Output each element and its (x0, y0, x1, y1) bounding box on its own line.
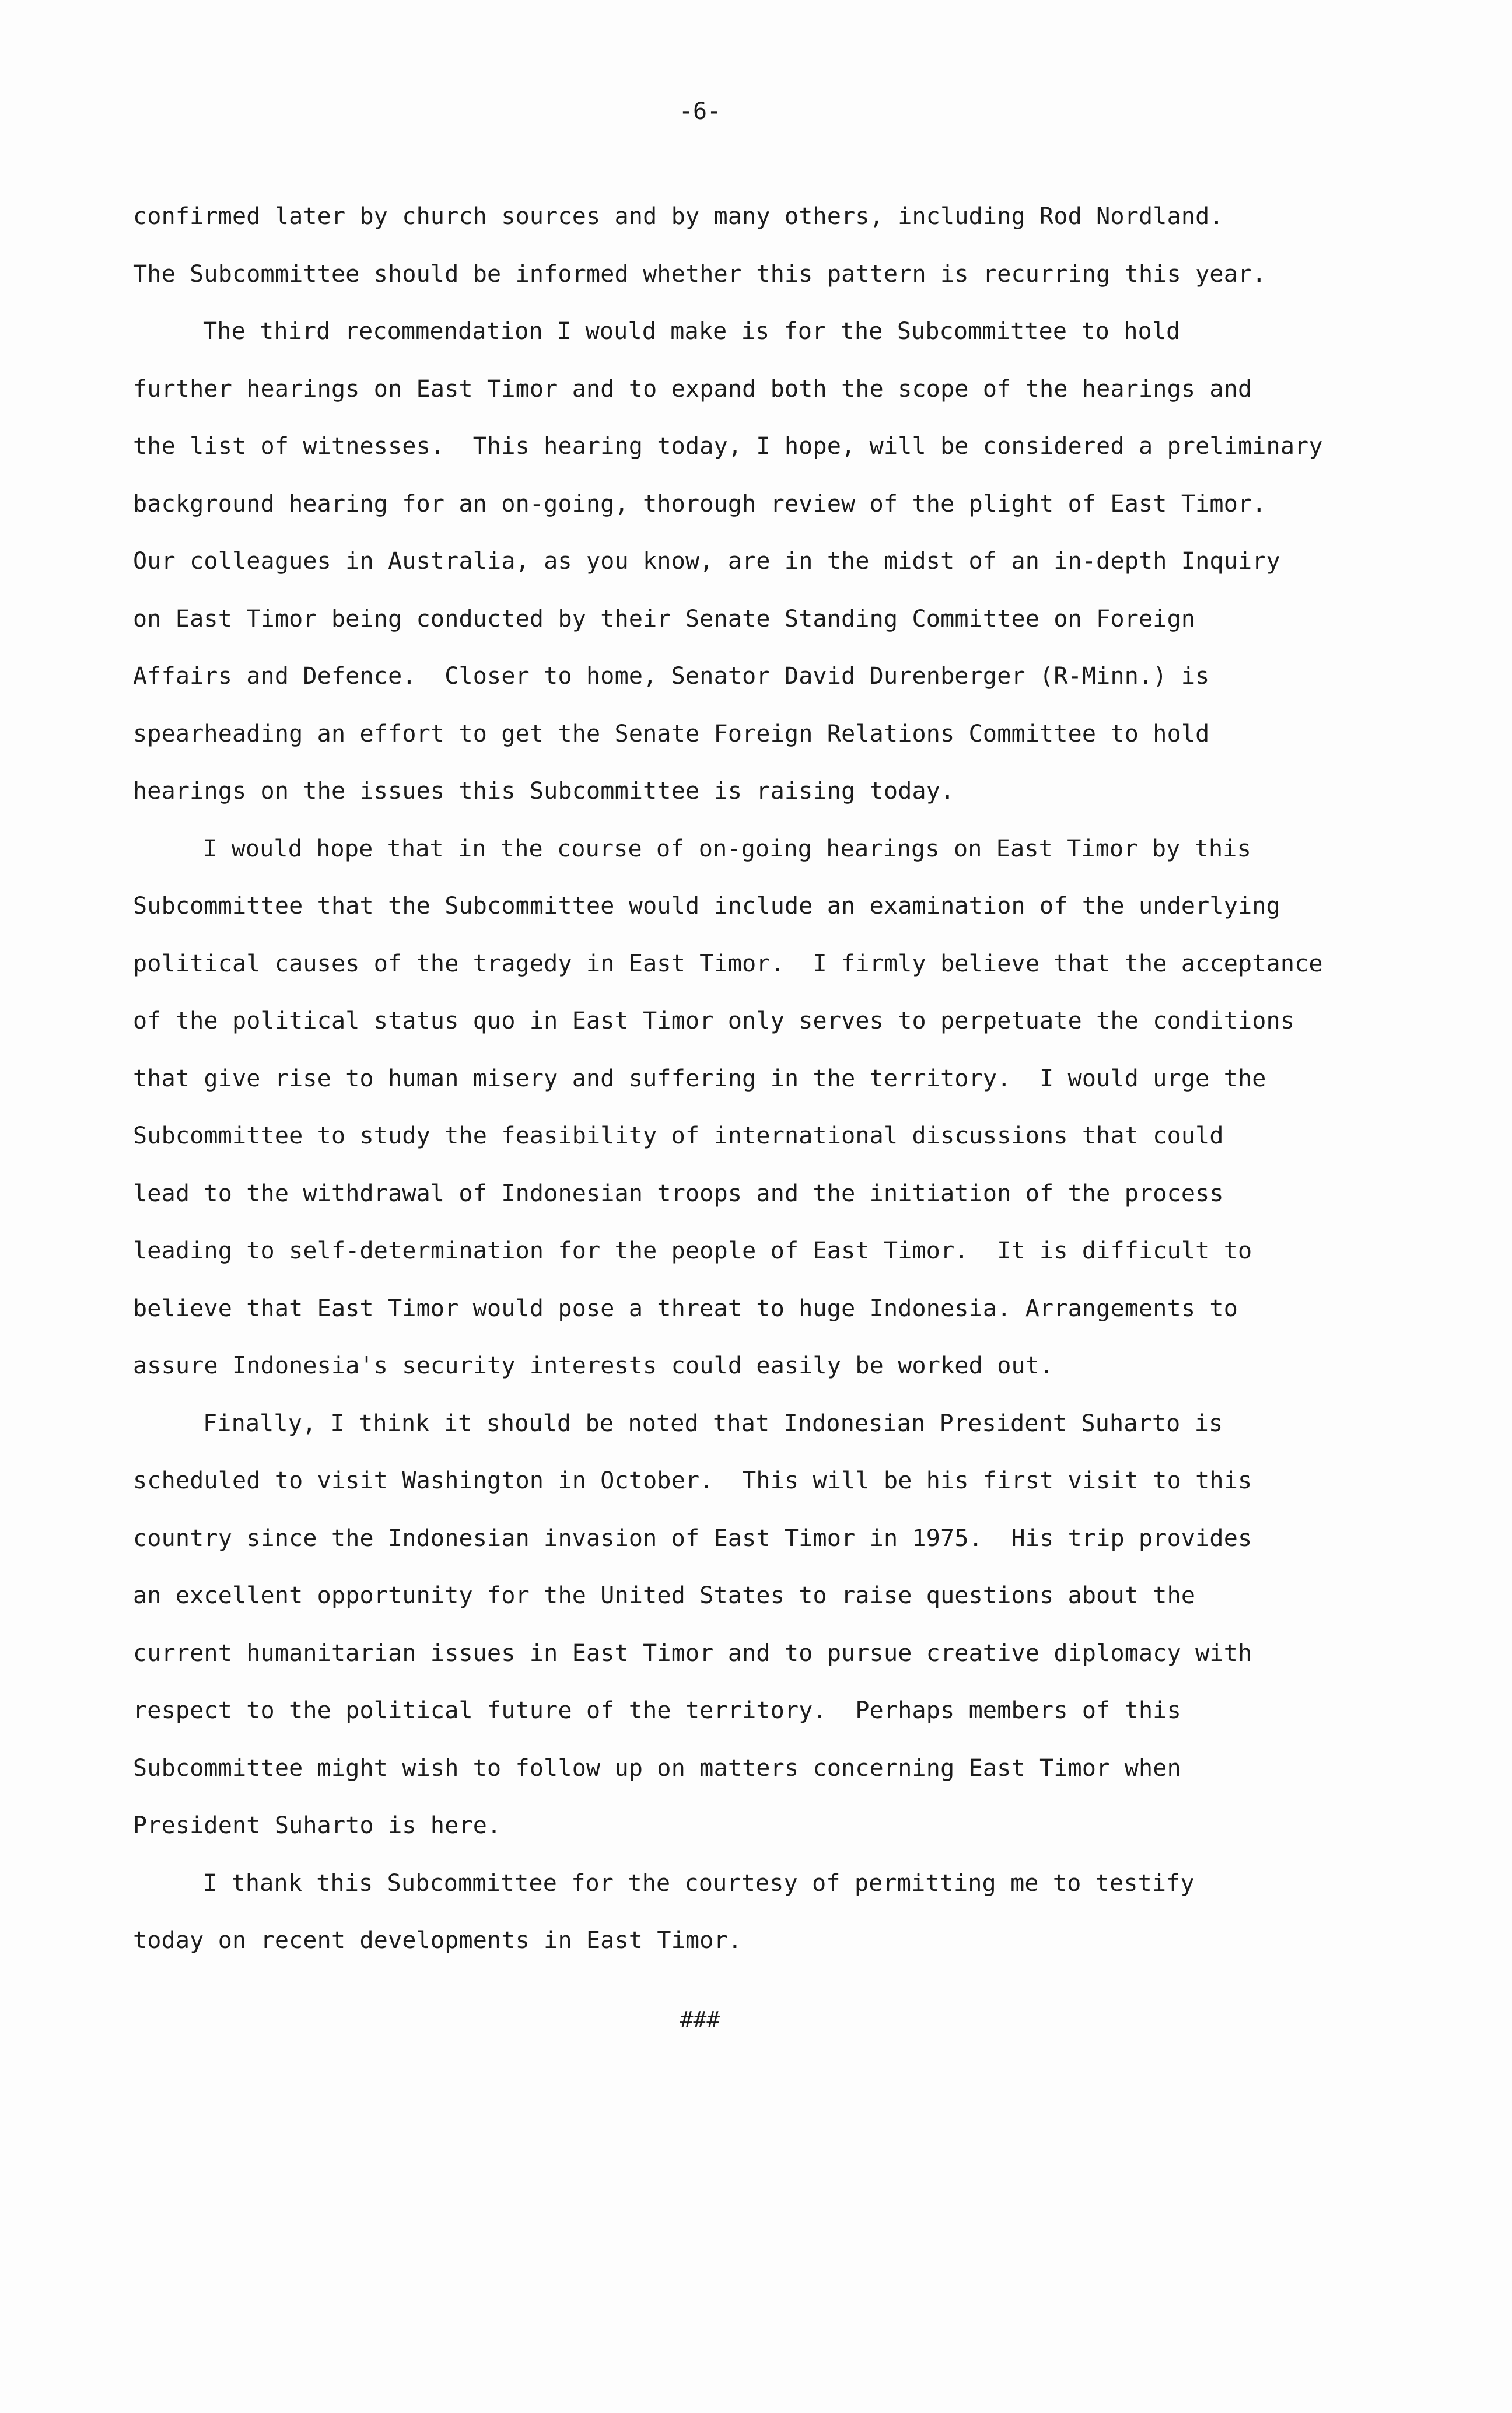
text-line: background hearing for an on-going, thorough review of the plight of East Timor. (133, 490, 1266, 517)
text-line: confirmed later by church sources and by many others, including Rod Nordland. (133, 203, 1224, 230)
text-line: Subcommittee that the Subcommittee would include an examination of the underlying (133, 893, 1280, 919)
text-line: today on recent developments in East Timor. (133, 1927, 743, 1954)
text-line: President Suharto is here. (133, 1812, 502, 1839)
text-line: believe that East Timor would pose a threat to huge Indonesia. Arrangements to (133, 1295, 1238, 1322)
text-line: lead to the withdrawal of Indonesian troops and the initiation of the process (133, 1180, 1224, 1207)
text-line: on East Timor being conducted by their Senate Standing Committee on Foreign (133, 605, 1196, 632)
paragraph-4 (133, 1395, 1387, 1855)
text-line: The Subcommittee should be informed whether this pattern is recurring this year. (133, 260, 1266, 288)
text-line: political causes of the tragedy in East Timor. I firmly believe that the acceptance (133, 950, 1323, 977)
text-line: Affairs and Defence. Closer to home, Senator David Durenberger (R-Minn.) is (133, 663, 1210, 690)
text-line: Subcommittee to study the feasibility of international discussions that could (133, 1122, 1224, 1149)
text-line: the list of witnesses. This hearing today, I hope, will be considered a preliminary (133, 433, 1323, 460)
text-line: respect to the political future of the territory. Perhaps members of this (133, 1697, 1181, 1724)
text-line: spearheading an effort to get the Senate Foreign Relations Committee to hold (133, 720, 1210, 747)
text-line: of the political status quo in East Timor only serves to perpetuate the conditions (133, 1008, 1295, 1034)
end-of-document-mark: ### (680, 2007, 720, 2033)
text-line: assure Indonesia's security interests could easily be worked out. (133, 1352, 1054, 1379)
text-line: current humanitarian issues in East Timor and to pursue creative diplomacy with (133, 1639, 1252, 1667)
text-line: I would hope that in the course of on-going hearings on East Timor by this (203, 835, 1251, 862)
text-line: hearings on the issues this Subcommittee is raising today. (133, 778, 955, 805)
body-text (133, 188, 1387, 1970)
paragraph-2 (133, 303, 1387, 820)
text-line: scheduled to visit Washington in October. This will be his first visit to this (133, 1467, 1252, 1494)
text-line: Finally, I think it should be noted that Indonesian President Suharto is (203, 1410, 1223, 1437)
text-line: Our colleagues in Australia, as you know, are in the midst of an in-depth Inquiry (133, 548, 1280, 575)
text-line: further hearings on East Timor and to expand both the scope of the hearings and (133, 375, 1252, 403)
text-line: that give rise to human misery and suffering in the territory. I would urge the (133, 1065, 1266, 1092)
text-line: country since the Indonesian invasion of East Timor in 1975. His trip provides (133, 1524, 1252, 1552)
paragraph-1 (133, 188, 1387, 303)
text-line: an excellent opportunity for the United States to raise questions about the (133, 1582, 1196, 1609)
paragraph-3 (133, 820, 1387, 1395)
text-line: The third recommendation I would make is for the Subcommittee to hold (203, 318, 1181, 345)
text-line: leading to self-determination for the people of East Timor. It is difficult to (133, 1237, 1252, 1264)
text-line: Subcommittee might wish to follow up on matters concerning East Timor when (133, 1754, 1181, 1782)
text-line: I thank this Subcommittee for the courtesy of permitting me to testify (203, 1869, 1195, 1897)
paragraph-5 (133, 1855, 1387, 1970)
page-number: -6- (678, 98, 722, 125)
